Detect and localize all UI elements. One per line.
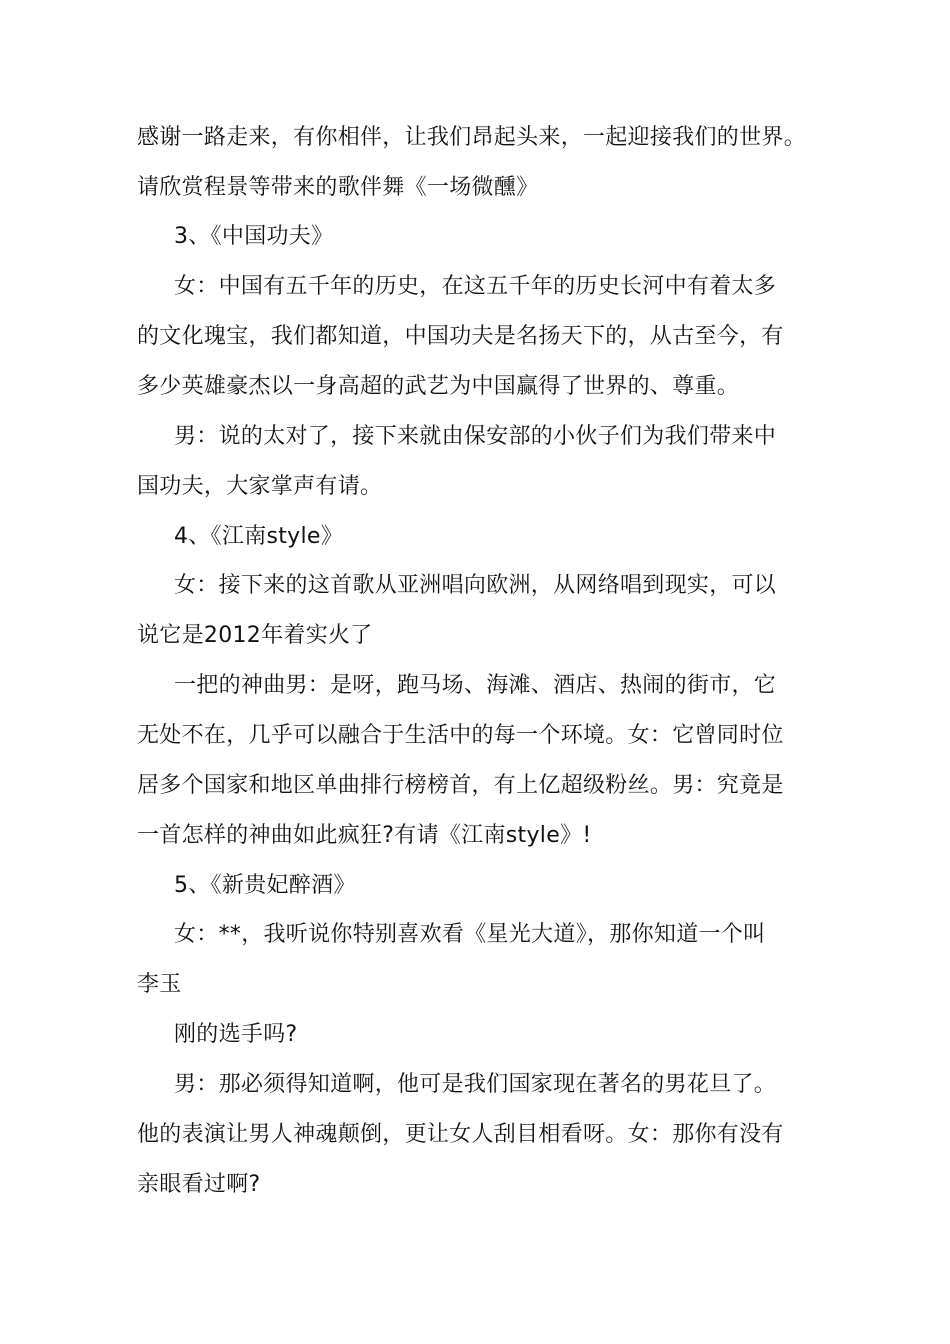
text-line: 亲眼看过啊? xyxy=(137,1172,261,1197)
text-line: 女：接下来的这首歌从亚洲唱向欧洲，从网络唱到现实，可以 xyxy=(174,573,777,598)
text-line: 李玉 xyxy=(137,972,182,997)
text-line: 请欣赏程景等带来的歌伴舞《一场微醺》 xyxy=(137,175,539,200)
text-line: 的文化瑰宝，我们都知道，中国功夫是名扬天下的，从古至今，有 xyxy=(137,324,784,349)
section-heading-3: 3、《中国功夫》 xyxy=(174,224,334,249)
text-line: 刚的选手吗? xyxy=(174,1022,298,1047)
text-line: 男：说的太对了，接下来就由保安部的小伙子们为我们带来中 xyxy=(174,424,777,449)
text-line: 多少英雄豪杰以一身高超的武艺为中国赢得了世界的、尊重。 xyxy=(137,374,740,399)
section-heading-5: 5、《新贵妃醉酒》 xyxy=(174,873,356,898)
text-line: 男：那必须得知道啊，他可是我们国家现在著名的男花旦了。 xyxy=(174,1072,777,1097)
text-line: 一首怎样的神曲如此疯狂?有请《江南style》! xyxy=(137,823,592,848)
text-line: 居多个国家和地区单曲排行榜榜首，有上亿超级粉丝。男：究竟是 xyxy=(137,773,784,798)
section-heading-4: 4、《江南style》 xyxy=(174,524,344,549)
text-line: 无处不在，几乎可以融合于生活中的每一个环境。女：它曾同时位 xyxy=(137,723,784,748)
text-line: 感谢一路走来，有你相伴，让我们昂起头来，一起迎接我们的世界。 xyxy=(137,125,807,150)
text-line: 说它是2012年着实火了 xyxy=(137,623,373,648)
text-line: 女：中国有五千年的历史，在这五千年的历史长河中有着太多 xyxy=(174,274,777,299)
text-line: 他的表演让男人神魂颠倒，更让女人刮目相看呀。女：那你有没有 xyxy=(137,1122,784,1147)
text-line: 一把的神曲男：是呀，跑马场、海滩、酒店、热闹的街市，它 xyxy=(174,673,777,698)
text-line: 国功夫，大家掌声有请。 xyxy=(137,474,383,499)
text-line: 女：**，我听说你特别喜欢看《星光大道》，那你知道一个叫 xyxy=(174,922,766,947)
